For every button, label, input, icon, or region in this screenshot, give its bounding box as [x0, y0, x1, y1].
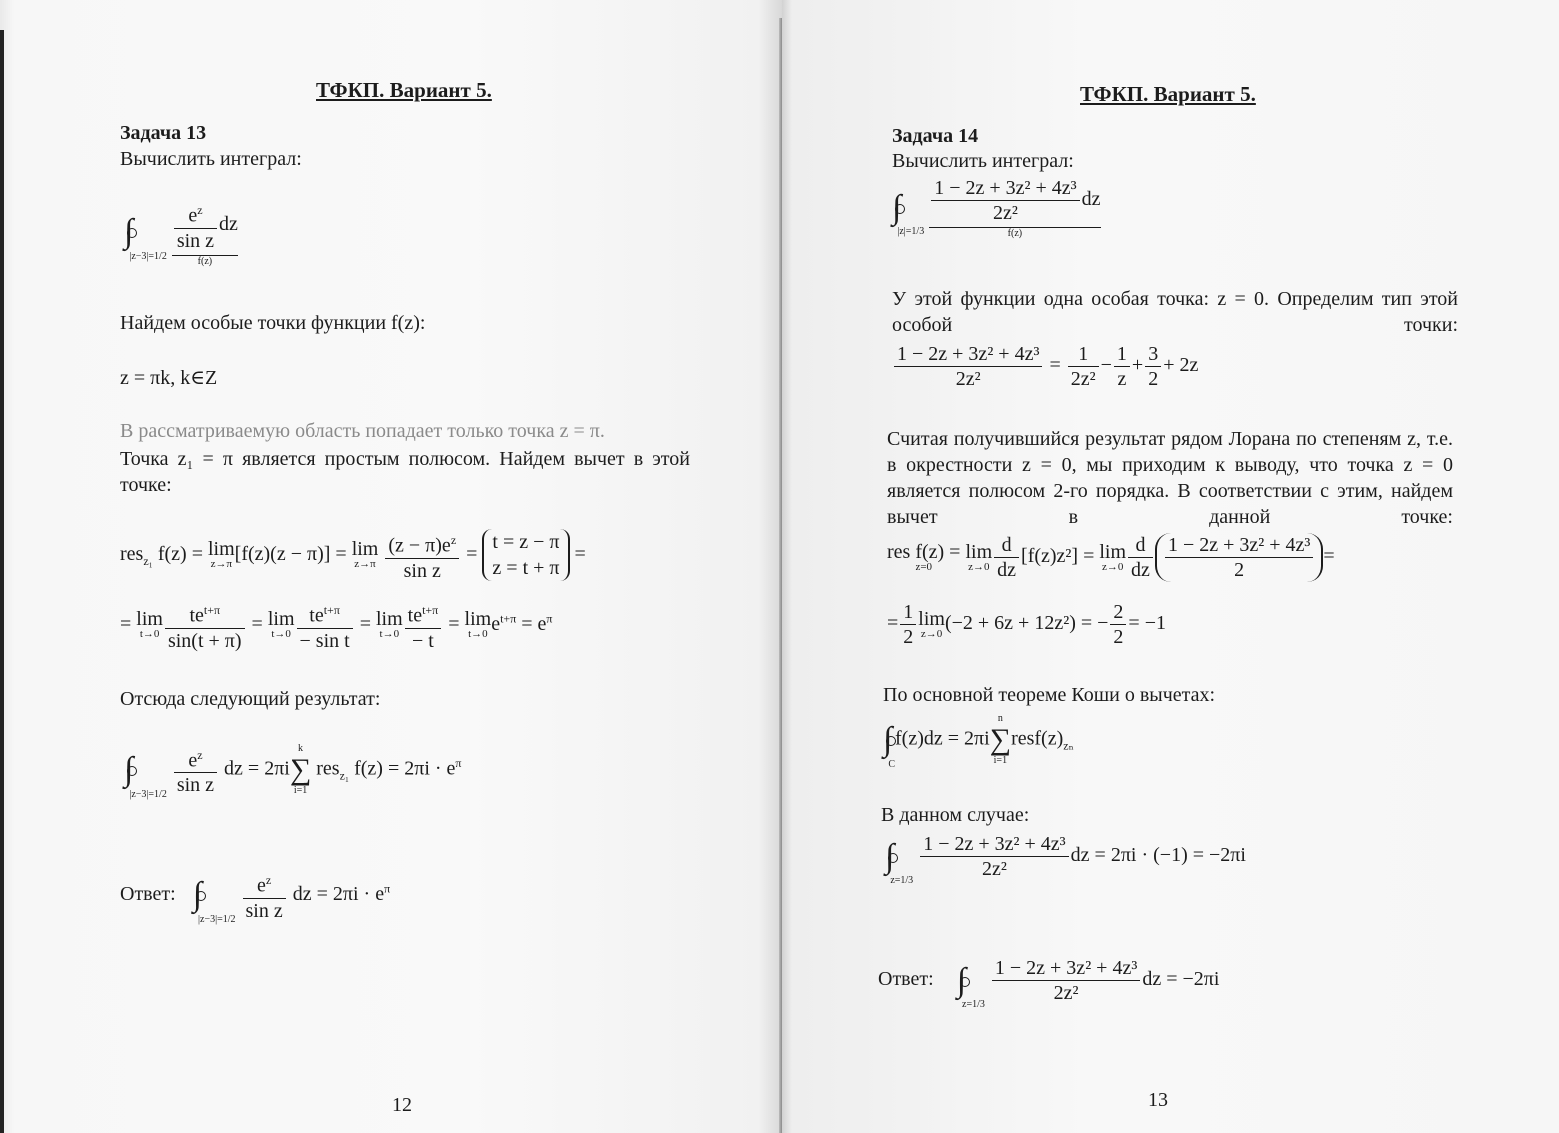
cauchy-text: По основной теореме Коши о вычетах: — [883, 684, 1216, 706]
cauchy-formula: ∫ $_C$f(z)dz = 2πi n ∑ i=1 $resf(z)_{z_n}$ — [883, 713, 1074, 770]
laurent-text: Считая получившийся результат рядом Лорана по степеням z, т.е. в окрестности z = 0, мы приходим к выводу, что точка z = 0 является полюсом 2-го порядка. В соответствии с этим, найдем вычет в данной точке: — [887, 428, 1453, 528]
page-number: 13 — [1148, 1089, 1168, 1111]
integrand-fraction: $\frac{e^z}{\text{sin z}}$ — [174, 198, 217, 253]
answer-label: Ответ: — [120, 882, 176, 905]
task-text: Вычислить интеграл: — [120, 148, 302, 170]
differential: dz — [219, 212, 238, 235]
result-text: Отсюда следующий результат: — [120, 688, 381, 710]
page-header: ТФКП. Вариант 5. — [1080, 82, 1256, 106]
integral-13 — [124, 198, 238, 267]
task-text: Вычислить интеграл: — [892, 150, 1074, 172]
substitution-braces: t = z − π z = t + π — [482, 529, 569, 581]
brace-label: f(z) — [172, 255, 238, 267]
case-text: В данном случае: — [881, 804, 1030, 826]
region-text: В рассматриваемую область попадает только точка z = π. — [120, 420, 605, 442]
sum-symbol: k ∑ i=1 — [289, 743, 312, 796]
residue-line-2: = lim t→0 $\frac{te^{t+\pi}}{\sin(t + \pi)}$ = lim t→0 $\frac{te^{t+\pi}}{\text{− sin t}}$ = lim t→0 $\frac{te^{t+\pi}}{- t}$ = lim t→0 $e^{t+\pi} = e^\pi$ — [120, 598, 552, 653]
answer-13: Ответ: ∫ $_{|z-3|=1/2}$ $\frac{e^z}{\text{sin z}}$ dz = $2\pi i \cdot e^\pi$ — [120, 868, 390, 925]
problem-title: Задача 14 — [892, 125, 979, 147]
contour-integral-symbol: ∫ — [124, 215, 133, 249]
residue-14-line-1: res f(z) = z=0 lim z→0 $\frac{d}{dz}$ [f(z)z²] = lim z→0 $\frac{d}{dz}$ $\frac{\text{1 − 2z + 3z² + 4z³}}{2}$ = — [887, 534, 1335, 581]
page-header: ТФКП. Вариант 5. — [316, 78, 492, 102]
residue-14-line-2: = $\frac{1}{2}$ lim z→0 (−2 + 6z + 12z²) = − $\frac{2}{2}$ = −1 — [887, 601, 1166, 648]
singular-points-formula: z = πk, k∈Z — [120, 367, 218, 389]
problem-title: Задача 13 — [120, 122, 207, 144]
page-number: 12 — [392, 1094, 412, 1116]
answer-label: Ответ: — [878, 968, 934, 991]
singular-text: У этой функции одна особая точка: z = 0. Определим тип этой особой точки: — [892, 288, 1458, 336]
residue-line-1: res$_{z_1}$ f(z) = lim z→π [f(z)(z − π)] = lim z→π $\frac{(z - \pi)e^z}{\text{sin z}}$ = t = z − π z = t + π = — [120, 528, 586, 583]
laurent-expansion: $\frac{\text{1 − 2z + 3z² + 4z³}}{\text{2z²}}$ = $\frac{1}{\text{2z²}}$ − $\frac{1}{z}$ + $\frac{3}{2}$ + 2z — [892, 342, 1198, 391]
pole-text: Точка z₁ = π является простым полюсом. Найдем вычет в этой точке: — [120, 448, 690, 496]
final-equation: ∫ $_{|z-3|=1/2}$ $\frac{e^z}{\text{sin z}}$ dz = 2πi k ∑ i=1 res$_{z_1}$ $f(z) = 2\pi i \cdot e^\pi$ — [124, 743, 462, 800]
page-edge-shadow — [0, 30, 4, 1133]
answer-14: Ответ: ∫ $_{z=1/3}$ $\frac{\text{1 − 2z + 3z² + 4z³}}{\text{2z²}}$ dz = −2πi — [878, 957, 1220, 1011]
integral-contour: |z−3|=1/2 — [129, 250, 167, 262]
integral-14: ∫ $_{|z|=1/3}$ $\frac{\text{1 − 2z + 3z² + 4z³}}{\text{2z²}}$ dz f(z) — [892, 177, 1101, 239]
case-equation: ∫ $_{z=1/3}$ $\frac{\text{1 − 2z + 3z² + 4z³}}{\text{2z²}}$ dz = 2πi · (−1) = −2πi — [885, 833, 1246, 887]
singular-points-text: Найдем особые точки функции f(z): — [120, 312, 426, 334]
right-page — [782, 0, 1559, 1133]
underbrace — [172, 198, 238, 267]
